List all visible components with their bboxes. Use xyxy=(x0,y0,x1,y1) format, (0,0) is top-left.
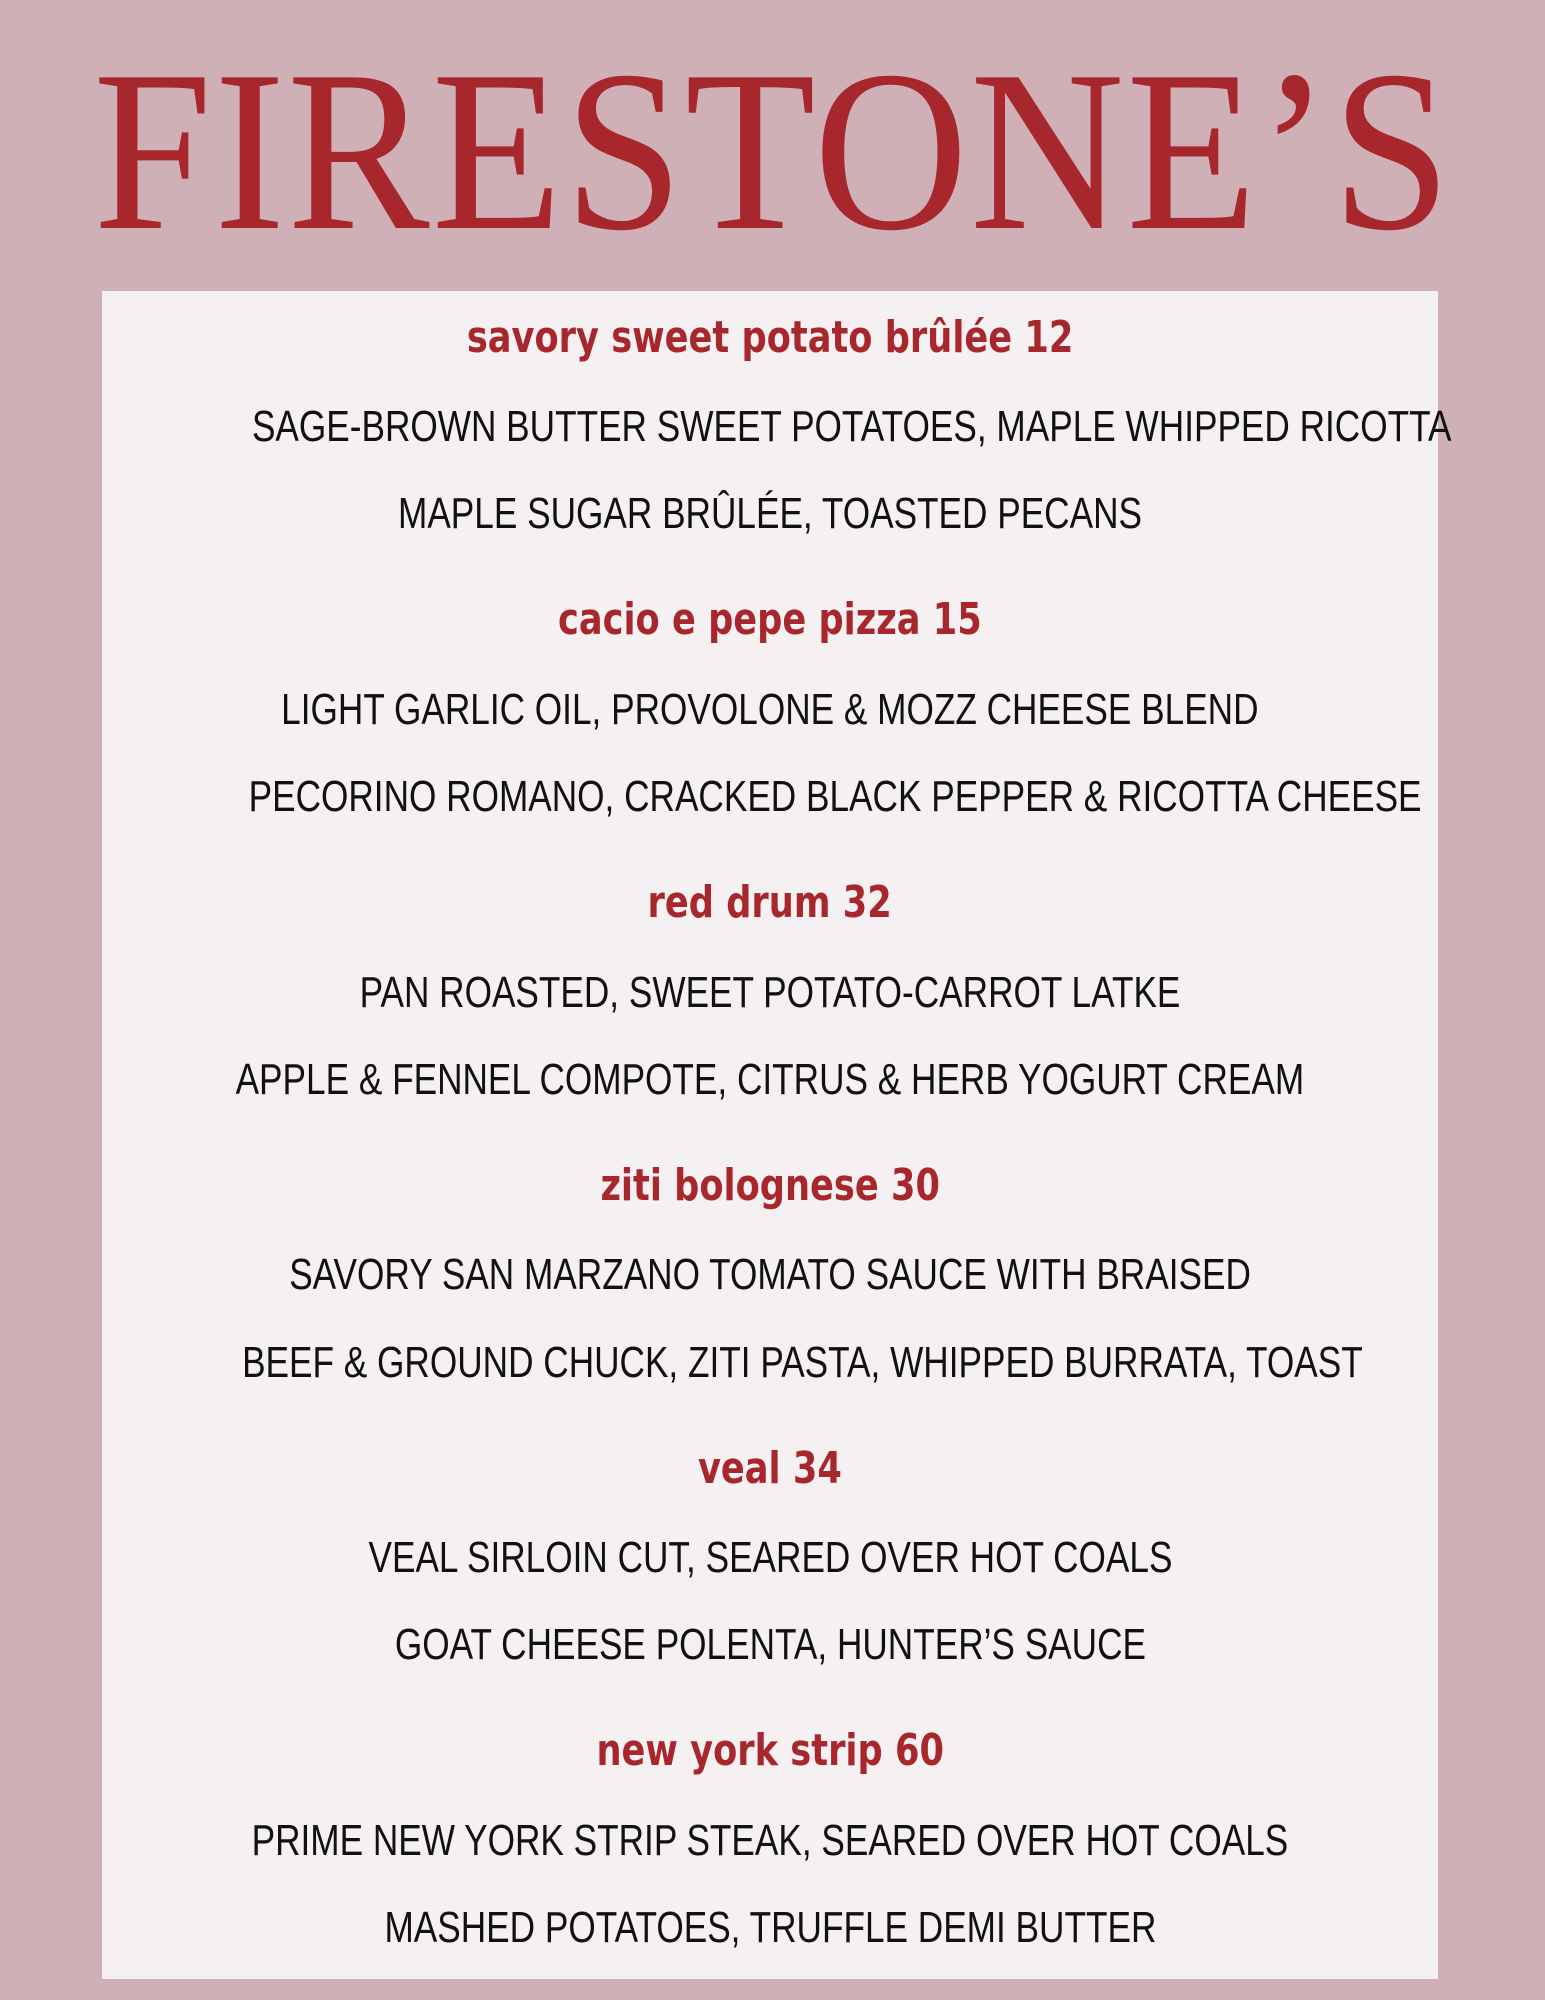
restaurant-name xyxy=(0,6,1545,296)
menu-item-title xyxy=(102,1433,1438,1505)
menu-item-description-text: GOAT CHEESE POLENTA, HUNTER’S SAUCE xyxy=(394,1620,1146,1669)
menu-item-title xyxy=(102,584,1438,656)
menu-item-description-text: BEEF & GROUND CHUCK, ZITI PASTA, WHIPPED BURRATA, TOAST xyxy=(242,1338,1363,1387)
menu-item-description-line xyxy=(102,667,1438,753)
menu-item-description-text: LIGHT GARLIC OIL, PROVOLONE & MOZZ CHEESE BLEND xyxy=(281,685,1259,734)
menu-item-description-text: SAGE-BROWN BUTTER SWEET POTATOES, MAPLE WHIPPED RICOTTA xyxy=(251,402,1452,451)
menu-item-description-line xyxy=(102,384,1452,470)
menu-item-description-line xyxy=(102,950,1438,1036)
menu-item-description-line xyxy=(102,1885,1438,1971)
menu-item-title xyxy=(102,1150,1438,1222)
menu-item-description-line xyxy=(102,471,1438,557)
menu-item-description-line xyxy=(102,1037,1438,1123)
menu-item-description-line xyxy=(102,1232,1438,1318)
menu-item-description-text: VEAL SIRLOIN CUT, SEARED OVER HOT COALS xyxy=(368,1533,1172,1582)
menu-item-title-text: ziti bolognese 30 xyxy=(600,1160,940,1211)
menu-item-description-line xyxy=(102,1602,1438,1688)
menu-item-title-text: veal 34 xyxy=(698,1443,842,1494)
menu-item-title-text: savory sweet potato brûlée 12 xyxy=(466,312,1074,363)
menu-item-description-text: PECORINO ROMANO, CRACKED BLACK PEPPER & RICOTTA CHEESE xyxy=(248,772,1422,821)
menu-item-title xyxy=(102,1715,1438,1787)
menu-item-title xyxy=(102,867,1438,939)
menu-panel xyxy=(102,291,1452,1979)
menu-item-description-text: PAN ROASTED, SWEET POTATO-CARROT LATKE xyxy=(359,968,1181,1017)
menu-item-description-line xyxy=(102,1515,1438,1601)
menu-item-title xyxy=(102,302,1438,374)
menu-item-description-text: PRIME NEW YORK STRIP STEAK, SEARED OVER HOT COALS xyxy=(251,1816,1289,1865)
menu-item-description-text: SAVORY SAN MARZANO TOMATO SAUCE WITH BRAISED xyxy=(289,1250,1251,1299)
menu-item-description-text: MASHED POTATOES, TRUFFLE DEMI BUTTER xyxy=(384,1903,1156,1952)
menu-item-description-line xyxy=(102,754,1438,840)
restaurant-name-text: FIRESTONE’S xyxy=(92,23,1453,278)
menu-item-description-text: APPLE & FENNEL COMPOTE, CITRUS & HERB YOGURT CREAM xyxy=(235,1055,1305,1104)
menu-item-description-line xyxy=(102,1320,1438,1406)
menu-item-title-text: cacio e pepe pizza 15 xyxy=(558,594,982,645)
menu-item-title-text: new york strip 60 xyxy=(596,1725,944,1776)
menu-item-title-text: red drum 32 xyxy=(647,877,893,928)
menu-item-description-line xyxy=(102,1798,1438,1884)
menu-item-description-text: MAPLE SUGAR BRÛLÉE, TOASTED PECANS xyxy=(397,489,1142,538)
